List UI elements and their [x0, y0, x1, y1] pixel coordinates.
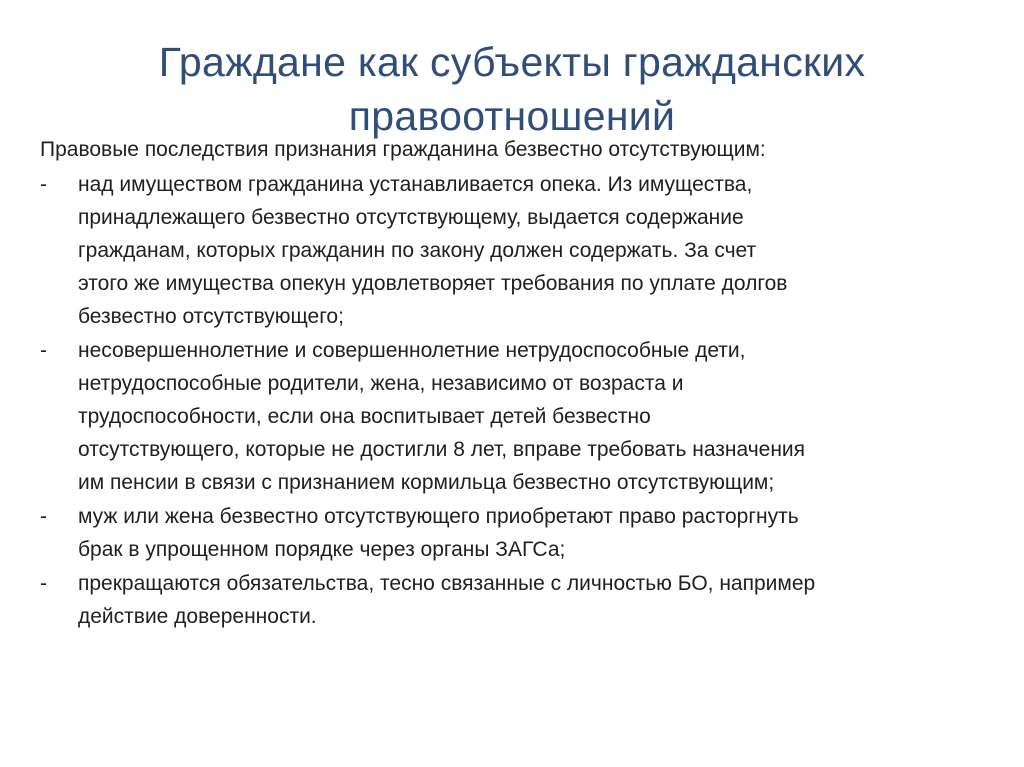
- dash-marker: -: [40, 572, 47, 595]
- item-line: муж или жена безвестно отсутствующего приобретают право расторгнуть: [78, 505, 799, 528]
- item-line: отсутствующего, которые не достигли 8 лет, вправе требовать назначения: [78, 438, 806, 461]
- item-line: несовершеннолетние и совершеннолетние нетрудоспособные дети,: [78, 339, 746, 362]
- list-item: [40, 500, 1000, 566]
- intro-text: Правовые последствия признания гражданина безвестно отсутствующим:: [40, 138, 766, 161]
- slide-body: [40, 133, 1000, 634]
- item-line: брак в упрощенном порядке через органы ЗАГСа;: [78, 538, 566, 561]
- list-item: [40, 168, 1000, 333]
- dash-marker: -: [40, 173, 47, 196]
- slide-title-line: Граждане как субъекты гражданских: [158, 39, 866, 86]
- item-line: безвестно отсутствующего;: [78, 305, 344, 328]
- item-line: трудоспособности, если она воспитывает детей безвестно: [78, 405, 651, 428]
- item-line: нетрудоспособные родители, жена, независимо от возраста и: [78, 372, 684, 395]
- item-line: им пенсии в связи с признанием кормильца безвестно отсутствующим;: [78, 471, 775, 494]
- consequences-list: [40, 168, 1000, 633]
- slide-title: [60, 35, 964, 143]
- item-line: этого же имущества опекун удовлетворяет требования по уплате долгов: [78, 272, 788, 295]
- slide-title-line: правоотношений: [348, 93, 676, 140]
- item-line: действие доверенности.: [78, 605, 317, 628]
- item-line: над имуществом гражданина устанавливается опека. Из имущества,: [78, 173, 753, 196]
- dash-marker: -: [40, 339, 47, 362]
- dash-marker: -: [40, 505, 47, 528]
- item-line: принадлежащего безвестно отсутствующему, выдается содержание: [78, 206, 744, 229]
- item-line: прекращаются обязательства, тесно связанные с личностью БО, например: [78, 572, 816, 595]
- list-item: [40, 567, 1000, 633]
- item-line: гражданам, которых гражданин по закону должен содержать. За счет: [78, 239, 757, 262]
- list-item: [40, 334, 1000, 499]
